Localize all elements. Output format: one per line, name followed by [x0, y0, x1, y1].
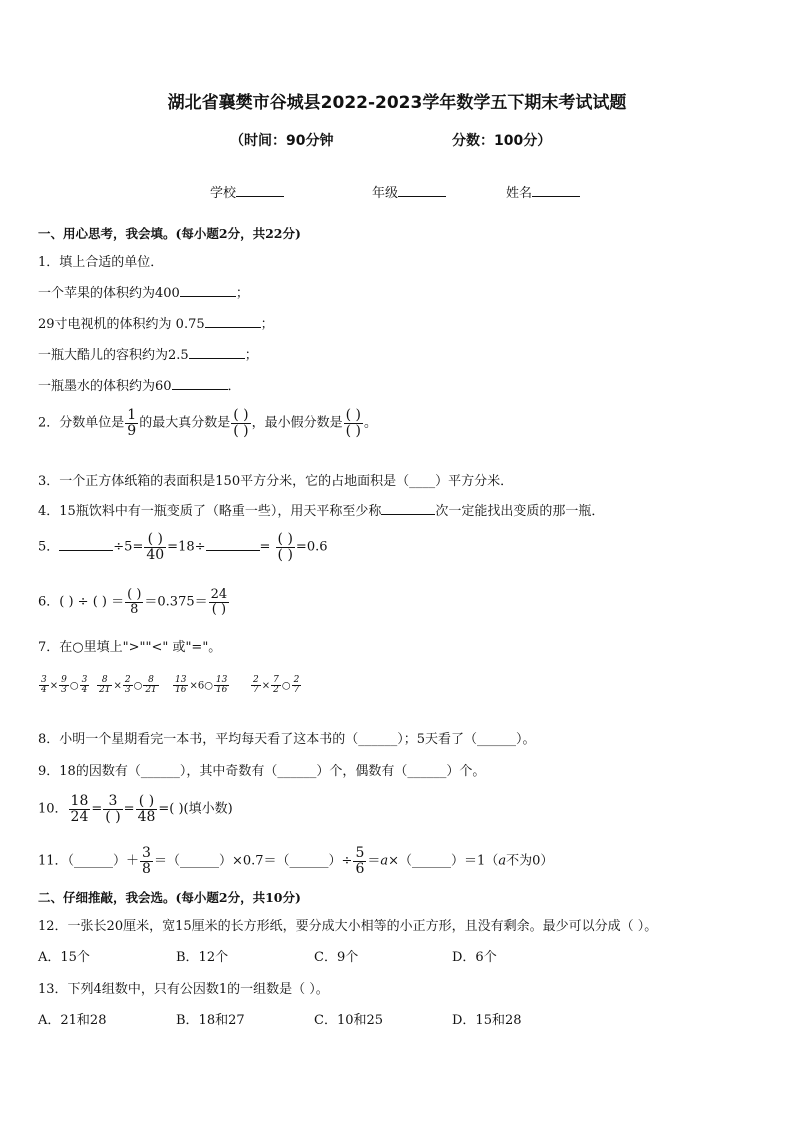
q13-option-b[interactable]: B．18和27 — [176, 1013, 245, 1028]
answer-fraction[interactable]: $\frac{( )}{40}$ — [146, 531, 165, 563]
q13-option-a[interactable]: A．21和28 — [38, 1013, 107, 1028]
answer-fraction[interactable]: $\frac{( )}{( )}$ — [345, 407, 361, 439]
q13-option-c[interactable]: C．10和25 — [314, 1013, 384, 1028]
grade-field[interactable]: 年级 — [372, 182, 446, 201]
answer-fraction[interactable]: $\frac{( )}{48}$ — [137, 793, 156, 825]
question-1: 1．填上合适的单位． — [38, 255, 164, 270]
question-1b: 29寸电视机的体积约为 0.75 ； — [38, 317, 274, 332]
exam-score: 分数：100分） — [452, 133, 552, 149]
question-1a: 一个苹果的体积约为400 ； — [38, 286, 249, 301]
question-11: 11．（______）＋ $\frac{3}{8}$ ＝（______）×0.7＝（______）÷ $\frac{5}{6}$ ＝a×（______）＝1（a不为0） — [38, 845, 554, 877]
answer-fraction[interactable]: $\frac{24}{( )}$ — [210, 587, 228, 617]
answer-blank[interactable] — [381, 502, 435, 515]
question-5: 5． ÷5= $\frac{( )}{40}$ =18÷ = $\frac{( )}{( )}$ =0.6 — [38, 531, 328, 563]
answer-fraction[interactable]: $\frac{( )}{( )}$ — [277, 531, 293, 563]
answer-blank[interactable] — [189, 346, 245, 359]
q12-option-b[interactable]: B．12个 — [176, 950, 229, 965]
answer-blank[interactable] — [180, 284, 236, 297]
section-2-header: 二、仔细推敲，我会选。(每小题2分，共10分) — [38, 890, 301, 905]
compare-item-1[interactable]: $\frac{3}{4}$ × $\frac{9}{3}$ ○ $\frac{3}{4}$ — [41, 675, 88, 696]
question-12: 12．一张长20厘米，宽15厘米的长方形纸，要分成大小相等的小正方形，且没有剩余。最少可以分成（ ）。 — [38, 919, 658, 934]
answer-fraction[interactable]: $\frac{3}{( )}$ — [105, 793, 121, 825]
answer-blank[interactable] — [206, 538, 260, 551]
question-8: 8．小明一个星期看完一本书，平均每天看了这本书的（______）；5天看了（______）。 — [38, 732, 536, 747]
question-4: 4．15瓶饮料中有一瓶变质了（略重一些），用天平称至少称 次一定能找出变质的那一瓶． — [38, 504, 605, 519]
compare-item-3[interactable]: $\frac{13}{16}$ ×6○ $\frac{13}{16}$ — [175, 675, 228, 696]
page-title: 湖北省襄樊市谷城县2022-2023学年数学五下期末考试试题 — [167, 93, 627, 113]
q13-option-d[interactable]: D．15和28 — [452, 1013, 522, 1028]
q12-option-a[interactable]: A．15个 — [38, 950, 90, 965]
unit-fraction: $\frac{1}{9}$ — [127, 407, 137, 439]
exam-time: （时间：90分钟 — [230, 133, 334, 149]
answer-fraction[interactable]: $\frac{( )}{( )}$ — [233, 407, 249, 439]
section-1-header: 一、用心思考，我会填。(每小题2分，共22分) — [38, 226, 301, 241]
name-field[interactable]: 姓名 — [506, 182, 580, 201]
question-1d: 一瓶墨水的体积约为60 ． — [38, 379, 241, 394]
question-3: 3．一个正方体纸箱的表面积是150平方分米，它的占地面积是（____）平方分米． — [38, 474, 514, 489]
answer-fraction[interactable]: $\frac{( )}{8}$ — [127, 587, 142, 617]
question-2: 2．分数单位是 $\frac{1}{9}$ 的最大真分数是 $\frac{( )}{( )}$ ，最小假分数是 $\frac{( )}{( )}$ 。 — [38, 407, 377, 439]
question-9: 9．18的因数有（______），其中奇数有（______）个，偶数有（______）个。 — [38, 764, 486, 779]
question-6: 6．( ) ÷ ( ) ＝ $\frac{( )}{8}$ ＝0.375＝ $\frac{24}{( )}$ — [38, 587, 228, 617]
q12-option-c[interactable]: C．9个 — [314, 950, 359, 965]
q12-option-d[interactable]: D．6个 — [452, 950, 497, 965]
compare-item-2[interactable]: $\frac{8}{21}$ × $\frac{2}{3}$ ○ $\frac{8}{21}$ — [99, 675, 157, 696]
answer-blank[interactable] — [172, 377, 228, 390]
question-13: 13．下列4组数中，只有公因数1的一组数是（ ）。 — [38, 982, 329, 997]
answer-blank[interactable] — [205, 315, 261, 328]
question-10: 10． $\frac{18}{24}$ = $\frac{3}{( )}$ = $\frac{( )}{48}$ =( )(填小数) — [38, 793, 233, 825]
answer-blank[interactable] — [59, 538, 113, 551]
question-7: 7．在○里填上">""<" 或"="。 — [38, 640, 222, 655]
school-field[interactable]: 学校 — [210, 182, 284, 201]
compare-item-4[interactable]: $\frac{2}{7}$ × $\frac{7}{2}$ ○ $\frac{2}{7}$ — [253, 675, 300, 696]
question-1c: 一瓶大酷儿的容积约为2.5 ； — [38, 348, 258, 363]
